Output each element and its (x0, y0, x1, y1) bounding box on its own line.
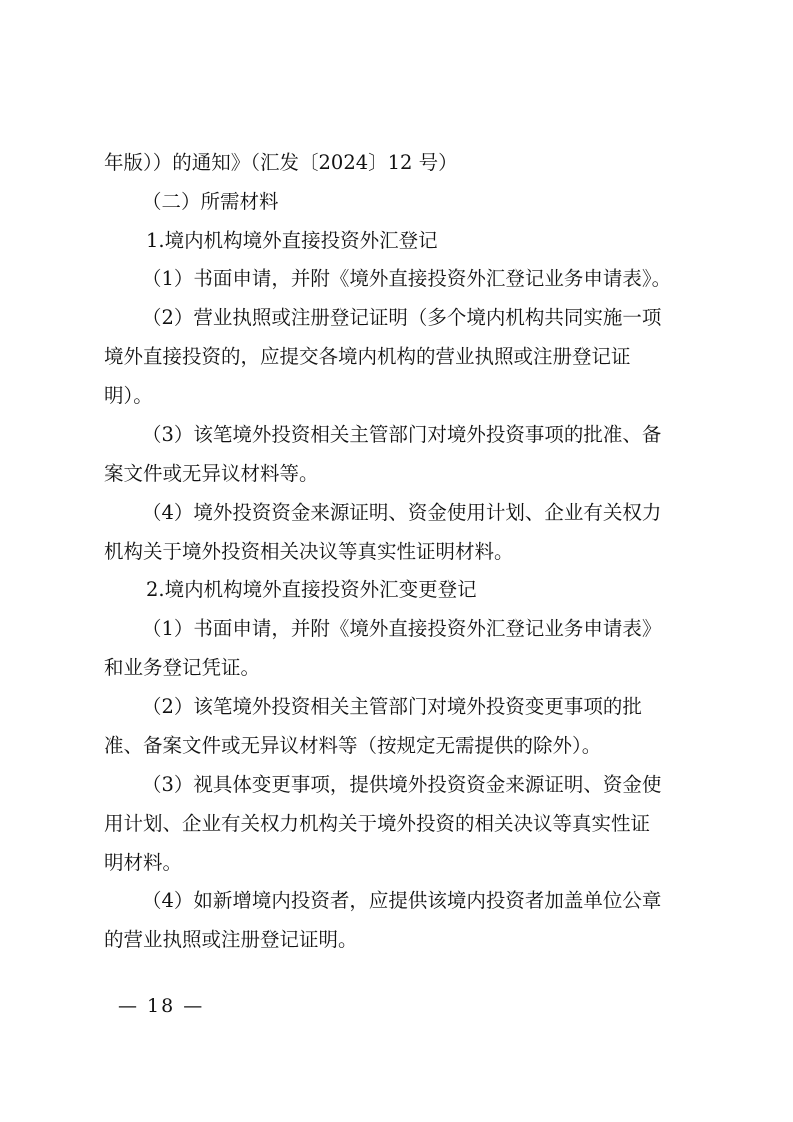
continuation-line: 机构关于境外投资相关决议等真实性证明材料。 (104, 540, 514, 563)
list-item-line: （1）书面申请，并附《境外直接投资外汇登记业务申请表》。 (142, 267, 672, 290)
continuation-line: 的营业执照或注册登记证明。 (104, 928, 358, 951)
list-item-line: （4）境外投资资金来源证明、资金使用计划、企业有关权力 (142, 501, 662, 524)
continuation-line: 明）。 (104, 384, 153, 407)
subsection-heading: 2.境内机构境外直接投资外汇变更登记 (146, 578, 477, 601)
list-item-line: （1）书面申请，并附《境外直接投资外汇登记业务申请表》 (142, 617, 662, 640)
continuation-line: 和业务登记凭证。 (104, 656, 261, 679)
continuation-line: 案文件或无异议材料等。 (104, 462, 319, 485)
page-number: — 18 — (118, 995, 205, 1017)
list-item-line: （3）该笔境外投资相关主管部门对境外投资事项的批准、备 (142, 423, 662, 446)
subsection-heading: 1.境内机构境外直接投资外汇登记 (146, 229, 438, 252)
continuation-line: 境外直接投资的，应提交各境内机构的营业执照或注册登记证 (104, 345, 631, 368)
continuation-line: 明材料。 (104, 851, 183, 874)
text-line: 年版））的通知》（汇发〔2024〕12 号） (104, 151, 458, 174)
list-item-line: （2）该笔境外投资相关主管部门对境外投资变更事项的批 (142, 695, 642, 718)
continuation-line: 准、备案文件或无异议材料等（按规定无需提供的除外）。 (104, 734, 602, 757)
list-item-line: （4）如新增境内投资者，应提供该境内投资者加盖单位公章 (142, 889, 662, 912)
section-heading: （二）所需材料 (142, 190, 279, 213)
list-item-line: （3）视具体变更事项，提供境外投资资金来源证明、资金使 (142, 773, 662, 796)
list-item-line: （2）营业执照或注册登记证明（多个境内机构共同实施一项 (142, 306, 662, 329)
continuation-line: 用计划、企业有关权力机构关于境外投资的相关决议等真实性证 (104, 812, 651, 835)
